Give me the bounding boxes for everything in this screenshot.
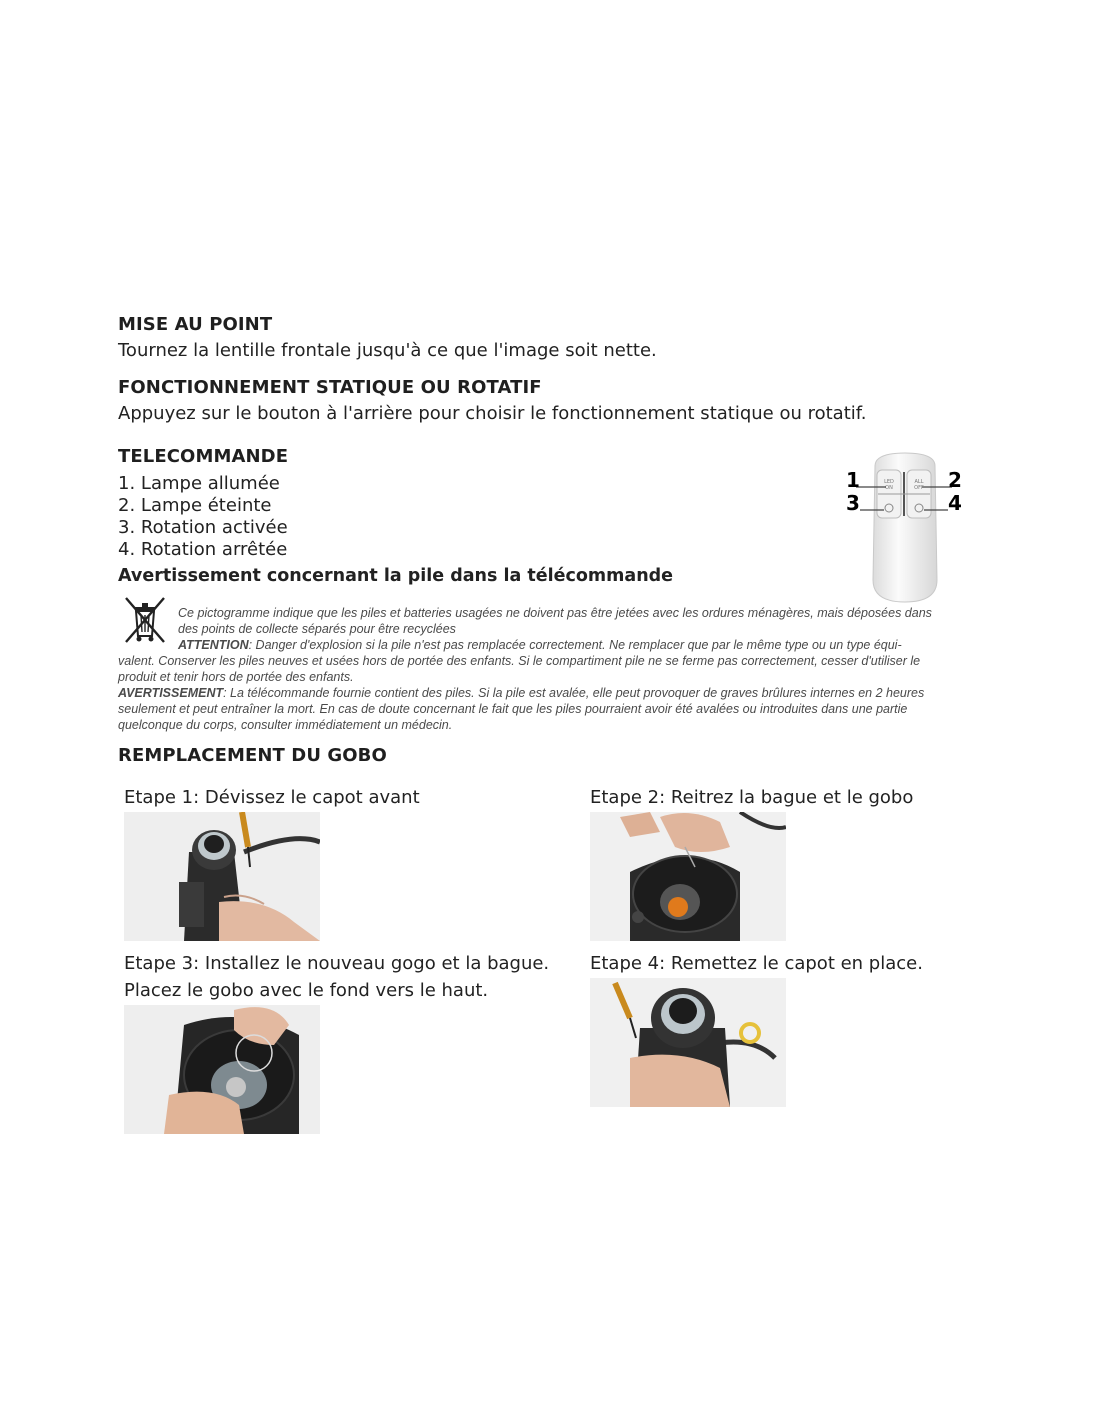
callout-1: 1 [846, 468, 860, 492]
step-4-caption: Etape 4: Remettez le capot en place. [590, 953, 923, 974]
battery-recycle-note: Ce pictogramme indique que les piles et batteries usagées ne doivent pas être jetées avec les ordures ménagères, mais déposées dans des points de collecte séparés pour être recyclées ATTENTION: Danger d'explosion si la pile n'est pas remplacée correctement. Ne remplacer que par le même type ou un type équi- [178, 606, 932, 652]
step-3-caption-line2: Placez le gobo avec le fond vers le haut. [124, 980, 489, 1001]
focus-text: Tournez la lentille frontale jusqu'à ce que l'image soit nette. [118, 340, 657, 361]
attention-label: ATTENTION [178, 638, 249, 652]
remote-btn1-label-a: LED [884, 479, 894, 485]
callout-4: 4 [948, 491, 962, 515]
remote-function-list [118, 473, 288, 561]
list-item: 3. Rotation activée [118, 517, 288, 538]
remote-control-figure [842, 450, 967, 605]
step-3-photo [124, 1005, 320, 1134]
battery-safety-text: valent. Conserver les piles neuves et usées hors de portée des enfants. Si le compartiment pile ne se ferme pas correctement, cesser d'utiliser le produit et tenir hors de portée des enfants. AVERTISSEMENT: La télécommande fournie contient des piles. Si la pile est avalée, elle peut provoquer de graves brûlures internes en 2 heures seulement et peut entraîner la mort. En cas de doute concernant le fait que les piles pourraient avoir été avalées ou introduites dans une partie quelconque du corps, consulter immédiatement un médecin. [118, 654, 925, 732]
list-item: 1. Lampe allumée [118, 473, 280, 494]
remote-btn2-label-b: OFF [914, 485, 924, 491]
battery-warning-heading: Avertissement concernant la pile dans la télécommande [118, 566, 674, 586]
step-1-caption: Etape 1: Dévissez le capot avant [124, 787, 420, 808]
list-item: 4. Rotation arrêtée [118, 539, 288, 560]
step-3-caption-line1: Etape 3: Installez le nouveau gogo et la bague. [124, 953, 550, 974]
remote-btn2-label-a: ALL [914, 479, 924, 485]
remote-btn1-label-b: ON [885, 485, 893, 491]
step-1-photo [124, 812, 320, 941]
focus-heading: MISE AU POINT [118, 314, 273, 335]
step-4-photo [590, 978, 786, 1107]
step-2-caption: Etape 2: Reitrez la bague et le gobo [590, 787, 914, 808]
callout-2: 2 [948, 468, 962, 492]
mode-text: Appuyez sur le bouton à l'arrière pour choisir le fonctionnement statique ou rotatif. [118, 403, 867, 424]
remote-heading: TELECOMMANDE [118, 446, 289, 467]
gobo-heading: REMPLACEMENT DU GOBO [118, 745, 387, 766]
avertissement-label: AVERTISSEMENT [118, 686, 224, 700]
callout-3: 3 [846, 491, 860, 515]
list-item: 2. Lampe éteinte [118, 495, 272, 516]
mode-heading: FONCTIONNEMENT STATIQUE OU ROTATIF [118, 377, 542, 398]
crossed-bin-icon [120, 594, 170, 644]
remote-control-illustration [842, 450, 967, 605]
step-2-photo [590, 812, 786, 941]
